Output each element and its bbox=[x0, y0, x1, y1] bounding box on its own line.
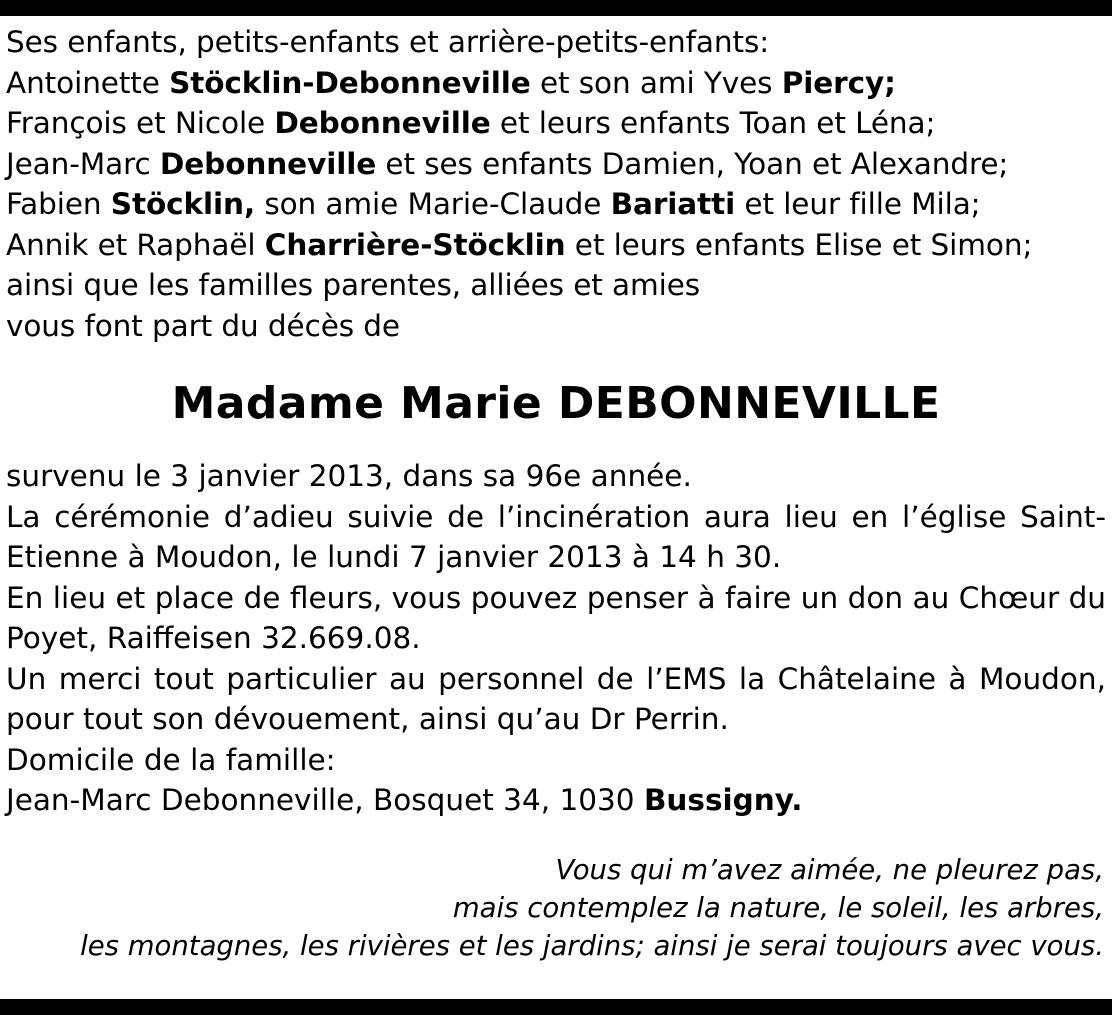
plain-text: François et Nicole bbox=[6, 106, 275, 140]
plain-text: La cérémonie d’adieu suivie de l’incinération aura lieu en l’église Saint-Etienne à Moudon, le lundi 7 janvier 2013 à 14 h 30. bbox=[6, 499, 1106, 574]
plain-text: et son ami Yves bbox=[530, 65, 782, 100]
announcement-paragraph bbox=[6, 497, 1106, 578]
notice-body bbox=[0, 16, 1112, 965]
announcement-paragraph bbox=[6, 740, 1106, 781]
plain-text: Ses enfants, petits-enfants et arrière-petits-enfants: bbox=[6, 25, 770, 59]
plain-text: En lieu et place de fleurs, vous pouvez penser à faire un don au Chœur du Poyet, Raiffeisen 32.669.08. bbox=[6, 580, 1106, 655]
plain-text: et leurs enfants Toan et Léna; bbox=[490, 106, 936, 140]
plain-text: Jean-Marc bbox=[6, 146, 160, 181]
plain-text: Annik et Raphaël bbox=[6, 227, 265, 262]
emphasis-text: Debonneville bbox=[274, 106, 491, 140]
emphasis-text: Bussigny. bbox=[643, 783, 803, 817]
intro-line bbox=[6, 265, 1106, 306]
emphasis-text: Stöcklin, bbox=[110, 187, 256, 221]
emphasis-text: Piercy; bbox=[781, 65, 896, 100]
intro-line bbox=[6, 144, 1106, 185]
intro-line bbox=[6, 63, 1106, 104]
intro-line bbox=[6, 306, 1106, 347]
plain-text: son amie Marie-Claude bbox=[255, 187, 611, 221]
plain-text: Domicile de la famille: bbox=[6, 742, 336, 777]
memorial-verse bbox=[6, 851, 1106, 965]
intro-line bbox=[6, 225, 1106, 266]
plain-text: vous font part du décès de bbox=[6, 308, 400, 343]
plain-text: Antoinette bbox=[6, 65, 170, 100]
intro-line bbox=[6, 103, 1106, 144]
intro-line bbox=[6, 22, 1106, 63]
verse-line: Vous qui m’avez aimée, ne pleurez pas, bbox=[555, 853, 1104, 886]
emphasis-text: Bariatti bbox=[610, 187, 736, 221]
announcement-paragraph bbox=[6, 456, 1106, 497]
plain-text: Un merci tout particulier au personnel de l’EMS la Châtelaine à Moudon, pour tout son dévouement, ainsi qu’au Dr Perrin. bbox=[6, 661, 1106, 736]
plain-text: Fabien bbox=[6, 187, 111, 221]
plain-text: et leur fille Mila; bbox=[735, 187, 981, 221]
verse-line: les montagnes, les rivières et les jardins; ainsi je serai toujours avec vous. bbox=[80, 929, 1104, 962]
emphasis-text: Charrière-Stöcklin bbox=[264, 227, 566, 262]
announcement-paragraph bbox=[6, 578, 1106, 659]
bottom-rule bbox=[0, 999, 1112, 1015]
verse-line: mais contemplez la nature, le soleil, les arbres, bbox=[452, 891, 1104, 924]
plain-text: ainsi que les familles parentes, alliées et amies bbox=[6, 268, 701, 302]
plain-text: survenu le 3 janvier 2013, dans sa 96e année. bbox=[6, 459, 692, 493]
emphasis-text: Debonneville bbox=[159, 146, 377, 181]
plain-text: Jean-Marc Debonneville, Bosquet 34, 1030 bbox=[6, 783, 644, 817]
top-rule bbox=[0, 0, 1112, 16]
emphasis-text: Stöcklin-Debonneville bbox=[169, 65, 531, 100]
announcement-paragraph bbox=[6, 780, 1106, 821]
announcement-block bbox=[6, 456, 1106, 821]
plain-text: et ses enfants Damien, Yoan et Alexandre; bbox=[376, 146, 1009, 181]
intro-line bbox=[6, 184, 1106, 225]
family-intro-block bbox=[6, 22, 1106, 346]
deceased-name: Madame Marie DEBONNEVILLE bbox=[171, 378, 941, 429]
announcement-paragraph bbox=[6, 659, 1106, 740]
plain-text: et leurs enfants Elise et Simon; bbox=[565, 227, 1033, 262]
